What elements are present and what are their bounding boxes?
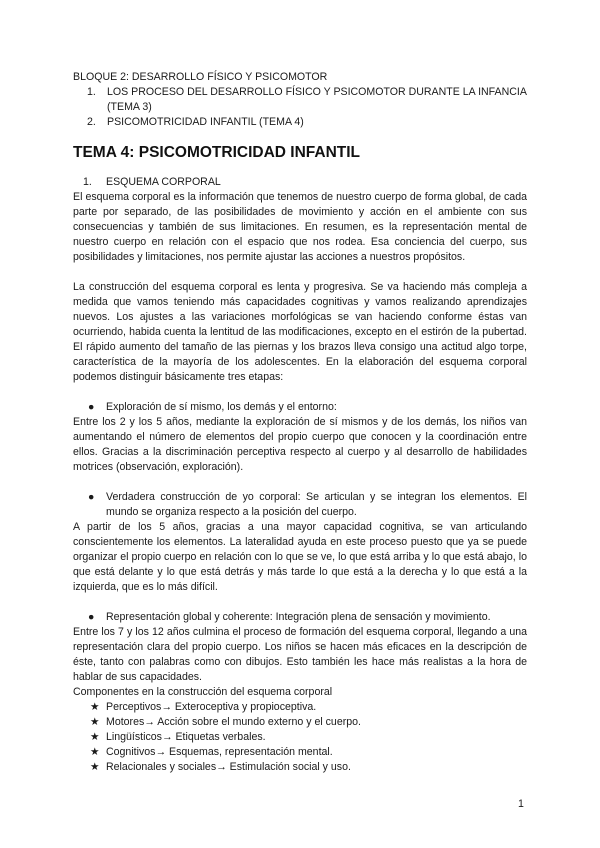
bullet-icon: ● (88, 611, 95, 623)
component-text: Relacionales y sociales→ Estimulación social y uso. (106, 761, 351, 773)
paragraph-construction: La construcción del esquema corporal es lenta y progresiva. Se va haciendo más compleja a medida que vamos teniendo más capacidades cognitivas y vamos realizando aprendizajes nuevos. Los ajustes a las variaciones morfológicas se van haciendo conforme éstas van ocurriendo, habida cuenta la lentitud de las modificaciones, excepto en el estirón de la pubertad. El rápido aumento del tamaño de las piernas y los brazos lleva consigo una actitud algo torpe, característica de la mayoría de los adolescentes. En la elaboración del esquema corporal podemos distinguir básicamente tres etapas: (73, 281, 527, 383)
page-title: TEMA 4: PSICOMOTRICIDAD INFANTIL (73, 144, 361, 161)
stage-title: Representación global y coherente: Integración plena de sensación y movimiento. (106, 611, 491, 623)
toc-item (73, 85, 527, 115)
star-icon: ★ (90, 731, 100, 743)
stage-title: Verdadera construcción de yo corporal: Se articulan y se integran los elementos. El mundo se organiza respecto a la posición del cuerpo. (106, 491, 527, 518)
components-title: Componentes en la construcción del esquema corporal (73, 686, 333, 698)
paragraph-stage-2: A partir de los 5 años, gracias a una mayor capacidad cognitiva, se van articulando conscientemente los elementos. La lateralidad ayuda en este proceso puesto que ya se puede organizar el propio cuerpo en relación con lo que se ve, lo que está arriba y lo que está abajo, lo que está delante y lo que está detrás y más tarde lo que está a la derecha y lo que está a la izquierda, que es lo más difícil. (73, 521, 527, 593)
section-heading-text: ESQUEMA CORPORAL (106, 176, 221, 188)
paragraph-stage-1: Entre los 2 y los 5 años, mediante la exploración de sí mismos y de los demás, los niños van aumentando el número de elementos del propio cuerpo que conocen y la coordinación entre ellos. Gracias a la discriminación perceptiva respecto al cuerpo y al desarrollo de habilidades motrices (observación, exploración). (73, 416, 527, 473)
toc-item-text: LOS PROCESO DEL DESARROLLO FÍSICO Y PSICOMOTOR DURANTE LA INFANCIA (TEMA 3) (107, 86, 527, 113)
toc-list (73, 85, 527, 130)
page-number: 1 (518, 798, 524, 810)
paragraph-stage-3: Entre los 7 y los 12 años culmina el proceso de formación del esquema corporal, llegando a una representación clara del propio cuerpo. Los niños se hacen más eficaces en la descripción de éste, tanto con palabras como con dibujos. Esto también les hace más realistas a la hora de hablar de sus capacidades. (73, 626, 527, 683)
section-number: 1. (83, 176, 92, 188)
component-item (73, 700, 527, 715)
document-page (73, 70, 527, 775)
toc-item-number: 2. (87, 116, 96, 128)
component-item (73, 730, 527, 745)
component-text: Motores→ Acción sobre el mundo externo y el cuerpo. (106, 716, 361, 728)
toc-item-number: 1. (87, 86, 96, 98)
component-text: Lingüísticos→ Etiquetas verbales. (106, 731, 266, 743)
component-text: Cognitivos→ Esquemas, representación mental. (106, 746, 333, 758)
stage-bullet (73, 490, 527, 520)
stage-title: Exploración de sí mismo, los demás y el entorno: (106, 401, 337, 413)
component-item (73, 745, 527, 760)
star-icon: ★ (90, 746, 100, 758)
stage-bullet (73, 610, 527, 625)
bullet-icon: ● (88, 491, 95, 503)
component-text: Perceptivos→ Exteroceptiva y propioceptiva. (106, 701, 317, 713)
toc-item (73, 115, 527, 130)
star-icon: ★ (90, 701, 100, 713)
component-item (73, 760, 527, 775)
toc-item-text: PSICOMOTRICIDAD INFANTIL (TEMA 4) (107, 116, 304, 128)
stage-bullet (73, 400, 527, 415)
block-title: BLOQUE 2: DESARROLLO FÍSICO Y PSICOMOTOR (73, 71, 328, 83)
paragraph-definition: El esquema corporal es la información que tenemos de nuestro cuerpo de forma global, de cada parte por separado, de las posibilidades de movimiento y acción en el ambiente con sus consecuencias y también de sus limitaciones. En resumen, es la representación mental de nuestro cuerpo en relación con el espacio que nos rodea. Esa conciencia del cuerpo, sus posibilidades y limitaciones, nos permite ajustar las acciones a nuestros propósitos. (73, 191, 527, 263)
star-icon: ★ (90, 716, 100, 728)
bullet-icon: ● (88, 401, 95, 413)
components-list (73, 700, 527, 775)
star-icon: ★ (90, 761, 100, 773)
component-item (73, 715, 527, 730)
section-heading (73, 175, 527, 190)
